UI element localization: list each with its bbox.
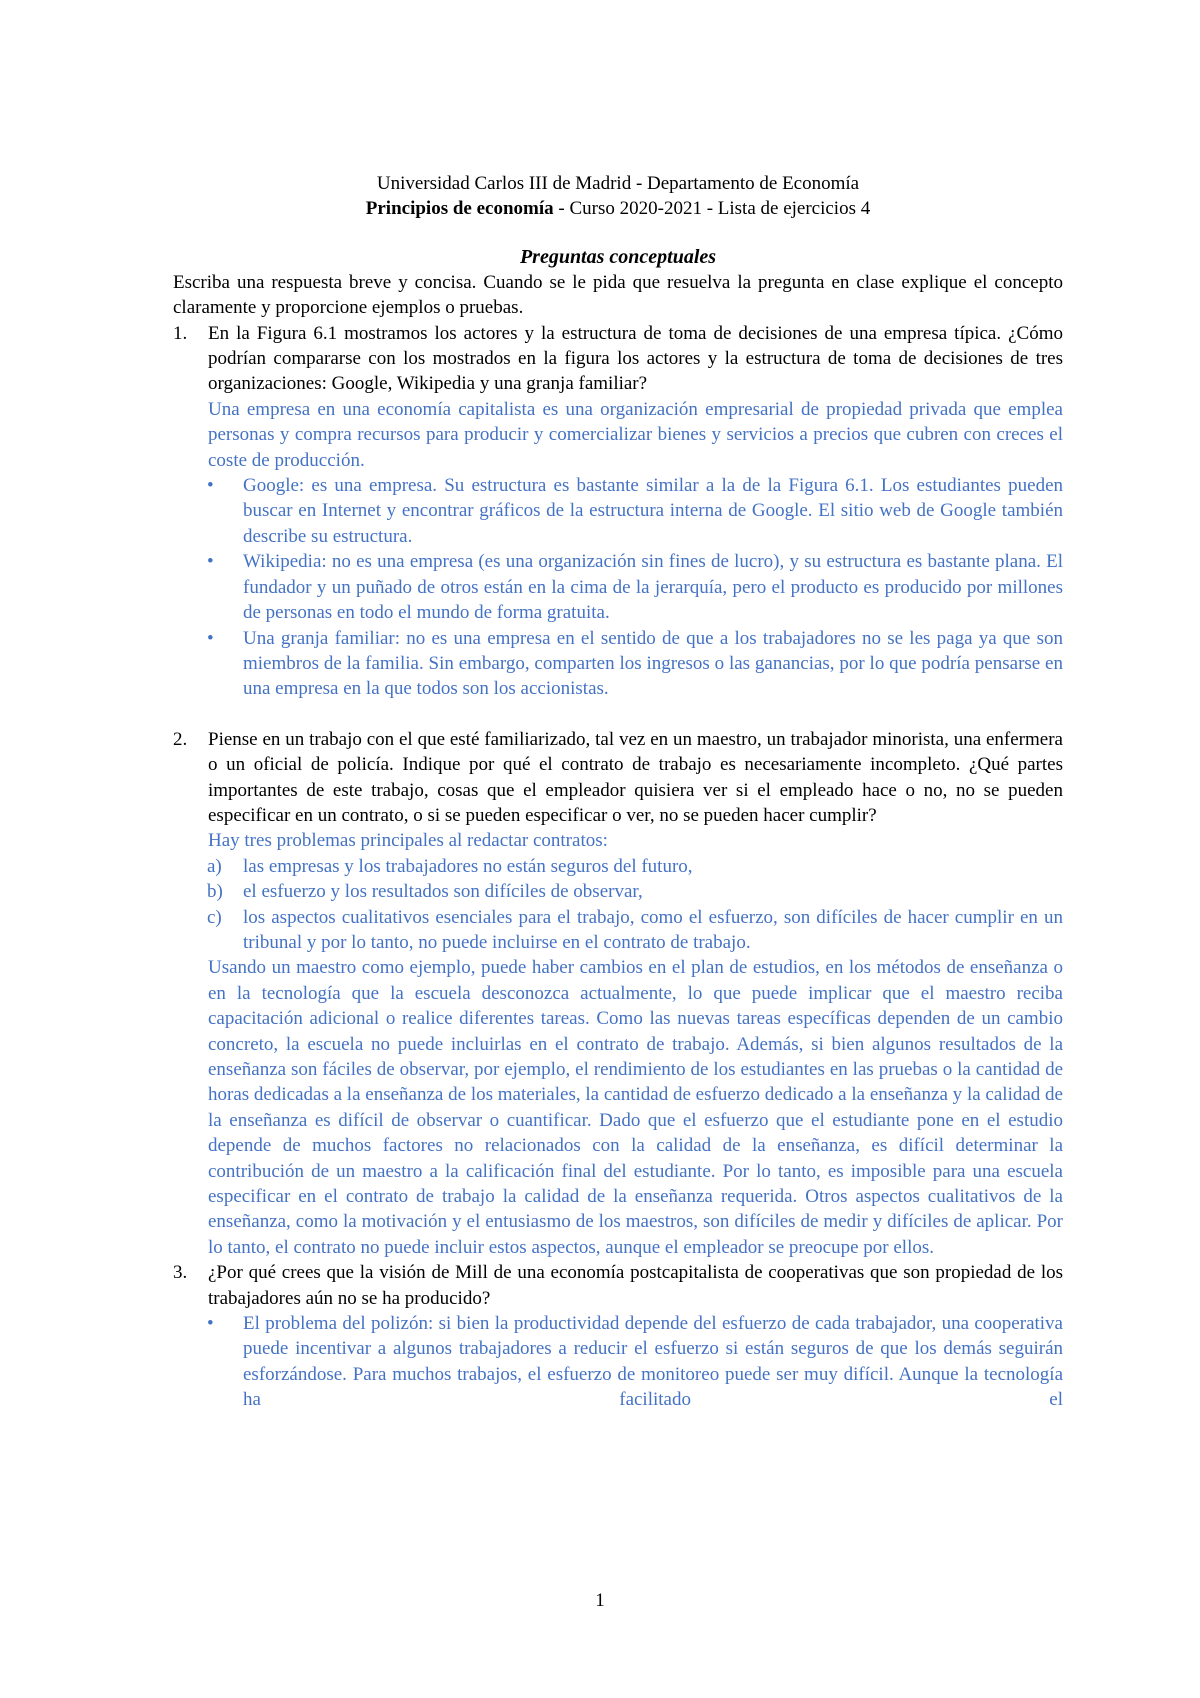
course-details: - Curso 2020-2021 - Lista de ejercicios 4 <box>553 198 871 220</box>
page-content <box>173 171 1063 1413</box>
question-2 <box>173 727 1063 829</box>
bullet-icon: • <box>207 475 214 497</box>
answer-text: Una empresa en una economía capitalista es una organización empresarial de propiedad privada que emplea personas y compra recursos para producir y comercializar bienes y servicios a precios que cubren con creces el coste de producción. <box>208 398 1063 471</box>
bullet-text: Wikipedia: no es una empresa (es una organización sin fines de lucro), y su estructura es bastante plana. El fundador y un puñado de otros están en la cima de la jerarquía, pero el producto es producido por millones de personas en todo el mundo de forma gratuita. <box>243 551 1063 624</box>
list-item <box>207 879 1063 904</box>
section-title: Preguntas conceptuales <box>519 245 717 268</box>
answer-intro: Hay tres problemas principales al redactar contratos: <box>208 830 608 852</box>
answer-text: Usando un maestro como ejemplo, puede haber cambios en el plan de estudios, en los métodos de enseñanza o en la tecnología que la escuela desconozca actualmente, lo que puede implicar que el maestro reciba capacitación adicional o realice diferentes tareas. Como las nuevas tareas específicas dependen de un cambio concreto, la escuela no puede incluirlas en el contrato de trabajo. Además, si bien algunos resultados de la enseñanza son fáciles de observar, por ejemplo, el rendimiento de los estudiantes en las pruebas o la cantidad de horas dedicadas a la enseñanza de los materiales, la cantidad de esfuerzo dedicado a la enseñanza y la calidad de la enseñanza es difícil de observar o cuantificar. Dado que el esfuerzo que el estudiante pone en el estudio depende de muchos factores no relacionados con la calidad de la enseñanza, es difícil determinar la contribución de un maestro a la calificación final del estudiante. Por lo tanto, es imposible para una escuela especificar en el contrato de trabajo la calidad de la enseñanza requerida. Otros aspectos cualitativos de la enseñanza, como la motivación y el entusiasmo de los maestros, son difíciles de medir y difíciles de aplicar. Por lo tanto, el contrato no puede incluir estos aspectos, aunque el empleador se preocupe por ellos. <box>208 957 1063 1258</box>
course-name: Principios de economía <box>365 198 554 220</box>
item-text: las empresas y los trabajadores no están seguros del futuro, <box>243 855 693 877</box>
answer-bullet-list <box>173 473 1063 702</box>
item-letter: c) <box>207 906 222 928</box>
question-number: 2. <box>173 728 188 750</box>
item-letter: a) <box>207 855 222 877</box>
question-text: En la Figura 6.1 mostramos los actores y la estructura de toma de decisiones de una empresa típica. ¿Cómo podrían compararse con los mostrados en la figura los actores y la estructura de toma de decisiones de tres organizaciones: Google, Wikipedia y una granja familiar? <box>208 322 1063 395</box>
spacer <box>173 702 1063 727</box>
item-letter: b) <box>207 881 223 903</box>
bullet-icon: • <box>207 551 214 573</box>
question-text: Piense en un trabajo con el que esté familiarizado, tal vez en un maestro, un trabajador minorista, una enfermera o un oficial de policía. Indique por qué el contrato de trabajo es necesariamente incompleto. ¿Qué partes importantes de este trabajo, cosas que el empleador quisiera ver si el empleado hace o no, no se pueden especificar en un contrato, o si se pueden especificar o ver, no se pueden hacer cumplir? <box>208 728 1063 826</box>
list-item <box>207 549 1063 625</box>
intro-text: Escriba una respuesta breve y concisa. Cuando se le pida que resuelva la pregunta en clase explique el concepto claramente y proporcione ejemplos o pruebas. <box>173 271 1063 319</box>
item-text: el esfuerzo y los resultados son difíciles de observar, <box>243 881 643 903</box>
bullet-text: Una granja familiar: no es una empresa en el sentido de que a los trabajadores no se les paga ya que son miembros de la familia. Sin embargo, comparten los ingresos o las ganancias, por lo que podría pensarse en una empresa en la que todos son los accionistas. <box>243 627 1063 700</box>
question-3 <box>173 1260 1063 1311</box>
question-number: 3. <box>173 1262 188 1284</box>
bullet-icon: • <box>207 1313 214 1335</box>
answer-lettered-list <box>173 854 1063 956</box>
question-number: 1. <box>173 322 188 344</box>
page-number: 1 <box>595 1590 605 1611</box>
university-line: Universidad Carlos III de Madrid - Departamento de Economía <box>376 173 860 194</box>
course-line <box>173 196 1063 221</box>
item-text: los aspectos cualitativos esenciales para el trabajo, como el esfuerzo, son difíciles de hacer cumplir en un tribunal y por lo tanto, no puede incluirse en el contrato de trabajo. <box>243 906 1063 953</box>
answer-bullet-list <box>173 1311 1063 1413</box>
question-1 <box>173 321 1063 397</box>
bullet-icon: • <box>207 627 214 649</box>
bullet-text: El problema del polizón: si bien la productividad depende del esfuerzo de cada trabajador, una cooperativa puede incentivar a algunos trabajadores a reducir el esfuerzo si están seguros de que los demás seguirán esforzándose. Para muchos trabajos, el esfuerzo de monitoreo puede ser muy difícil. Aunque la tecnología ha facilitado el <box>243 1313 1063 1411</box>
list-item <box>207 473 1063 549</box>
list-item <box>207 854 1063 879</box>
list-item <box>207 1311 1063 1413</box>
question-text: ¿Por qué crees que la visión de Mill de una economía postcapitalista de cooperativas que son propiedad de los trabajadores aún no se ha producido? <box>208 1262 1063 1309</box>
list-item <box>207 626 1063 702</box>
list-item <box>207 905 1063 956</box>
bullet-text: Google: es una empresa. Su estructura es bastante similar a la de la Figura 6.1. Los estudiantes pueden buscar en Internet y encontrar gráficos de la estructura interna de Google. El sitio web de Google también describe su estructura. <box>243 475 1063 547</box>
